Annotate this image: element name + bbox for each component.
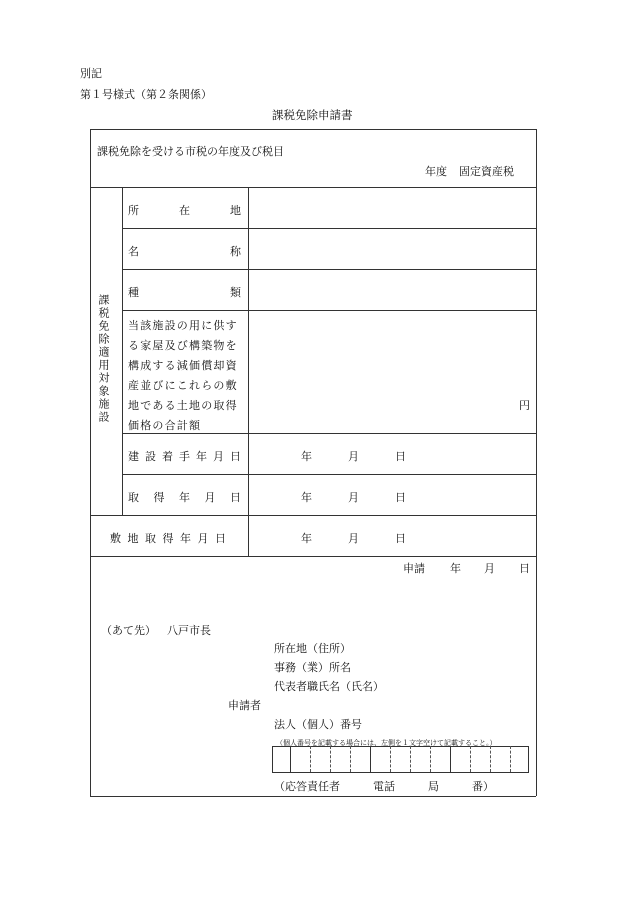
- site-day-unit: 日: [395, 532, 406, 545]
- site-year-unit: 年: [301, 532, 312, 545]
- addressee: 八戸市長: [167, 624, 211, 637]
- application-label: 申請: [403, 562, 425, 575]
- construction-day-unit: 日: [395, 450, 406, 463]
- page-title: 課税免除申請書: [272, 108, 353, 122]
- construction-year-unit: 年: [301, 450, 312, 463]
- application-day-unit: 日: [519, 562, 530, 575]
- application-year-unit: 年: [450, 562, 461, 575]
- site-acquisition-field[interactable]: [250, 517, 535, 555]
- type-field[interactable]: [250, 271, 535, 309]
- address-label: 所在地（住所）: [274, 642, 351, 655]
- corp-number-label: 法人（個人）番号: [274, 718, 362, 731]
- tax-type-field[interactable]: [455, 156, 531, 178]
- representative-label: 代表者職氏名（氏名）: [274, 680, 384, 693]
- acquisition-month-unit: 月: [348, 491, 359, 504]
- site-acquisition-label: 敷 地 取 得 年 月 日: [110, 532, 226, 545]
- name-field[interactable]: [250, 230, 535, 268]
- form-number: 第１号様式（第２条関係）: [80, 88, 212, 101]
- construction-start-label: 建 設 着 手 年 月 日: [128, 450, 241, 463]
- tax-target-label: 課税免除を受ける市税の年度及び税目: [97, 145, 284, 158]
- contact-line: （応答責任者 電話 局 番）: [274, 780, 494, 793]
- corp-number-note: （個人番号を記載する場合には、左側を１文字空けて記載すること。）: [276, 739, 497, 747]
- acquisition-date-field[interactable]: [250, 476, 535, 514]
- site-month-unit: 月: [348, 532, 359, 545]
- application-month-unit: 月: [484, 562, 495, 575]
- tax-year-unit: 年度: [425, 165, 447, 178]
- applicant-label: 申請者: [228, 699, 261, 712]
- type-label: 種 類: [128, 286, 241, 299]
- construction-month-unit: 月: [348, 450, 359, 463]
- addressee-label: （あて先）: [101, 624, 156, 637]
- name-label: 名 称: [128, 245, 241, 258]
- tax-type: 固定資産税: [459, 165, 514, 178]
- appendix-label: 別記: [80, 67, 102, 80]
- location-field[interactable]: [250, 189, 535, 227]
- yen-unit: 円: [519, 399, 530, 412]
- acquisition-date-label: 取 得 年 月 日: [128, 491, 241, 504]
- location-label: 所 在 地: [128, 204, 241, 217]
- facility-group-label: 課税免除適用対象施設: [97, 294, 110, 424]
- acquisition-price-field[interactable]: [250, 312, 535, 432]
- acquisition-day-unit: 日: [395, 491, 406, 504]
- acquisition-year-unit: 年: [301, 491, 312, 504]
- construction-start-field[interactable]: [250, 435, 535, 473]
- office-label: 事務（業）所名: [274, 661, 351, 674]
